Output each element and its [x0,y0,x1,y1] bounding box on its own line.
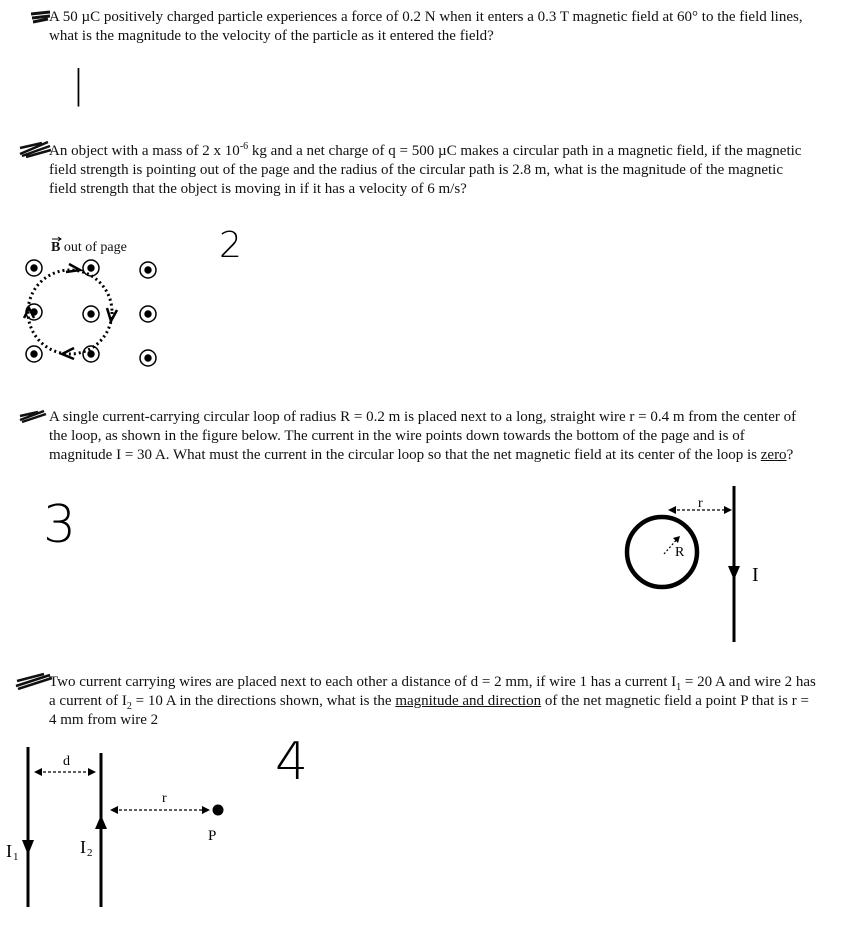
wire-2-current-arrow [95,815,107,829]
path-arrow-bottom [62,348,74,359]
field-dots [26,260,156,366]
wire-current-arrow [728,566,740,580]
field-dot [140,262,156,278]
radius-label: R [675,545,685,560]
distance-r-label: r [698,496,703,511]
question-4-text: Two current carrying wires are placed next to each other a distance of d = 2 mm, if wire 1 has a current $I_1 = 20$ A and wire 2 has a current of $I_2 = 10$ A in the directions shown, what is the magnitude and direction of the net magnetic field a point P that is r = 4 mm from wire 2 [49,674,816,728]
distance-r-label: r [162,791,167,806]
question-2-text: An object with a mass of 2 x $10^{-6}$ kg and a net charge of q = 500 µC makes a circular path in a magnetic field, if the magnetic field strength is pointing out of the page and the radius of the circular path is 2.8 m, what is the magnitude of the magnetic field strength that the object is moving in if it has a velocity of 6 m/s? [49,141,802,197]
current-label-I: I [752,564,759,586]
current-label-i2-sub: 2 [87,847,93,859]
handwritten-number-4: 4 [275,732,309,792]
scribble-mark-4 [14,672,54,690]
path-arrow-top [66,264,80,272]
field-dot [26,260,42,276]
magnetic-field-figure [20,258,170,373]
scribble-mark-3 [18,408,48,424]
wire-1-current-arrow [22,840,34,855]
handwritten-number-2: 2 [219,225,242,266]
question-3-text: A single current-carrying circular loop of radius R = 0.2 m is placed next to a long, straight wire r = 0.4 m from the center of the loop, as shown in the figure below. The current in the wire points down towards the bottom of the page and is of magnitude I = 30 A. What must the current in the circular loop so that the net magnetic field at its center of the loop is zero? [49,409,797,463]
point-p-label: P [208,828,217,844]
distance-r-arrow-left [668,506,676,514]
handwritten-mark-1: | [72,62,85,106]
distance-r-arrow-left [110,806,118,814]
handwritten-number-3: 3 [43,495,77,555]
field-arrow-over-b [51,236,63,242]
distance-d-label: d [63,754,70,769]
distance-d-arrow-left [34,768,42,776]
current-label-i2: I [80,837,86,857]
scribble-mark-2 [18,140,52,158]
field-label: B out of page [51,240,127,255]
distance-r-arrow-right [724,506,732,514]
two-wires-figure [0,745,240,915]
field-dot [26,346,42,362]
question-1-text: A 50 µC positively charged particle experiences a force of 0.2 N when it enters a 0.3 T magnetic field at 60° to the field lines, what is the magnitude to the velocity of the particle as it entered the field? [49,9,803,44]
current-label-i1-sub: 1 [13,851,19,863]
field-dot [140,306,156,322]
field-dot [83,346,99,362]
distance-r-arrow-right [202,806,210,814]
field-dot [83,260,99,276]
current-label-i1: I [6,841,12,861]
distance-d-arrow-right [88,768,96,776]
field-dot [140,350,156,366]
radius-arrow [673,536,680,543]
current-loop [627,517,697,587]
loop-and-wire-figure [620,482,780,647]
field-dot [83,306,99,322]
point-p [213,805,224,816]
